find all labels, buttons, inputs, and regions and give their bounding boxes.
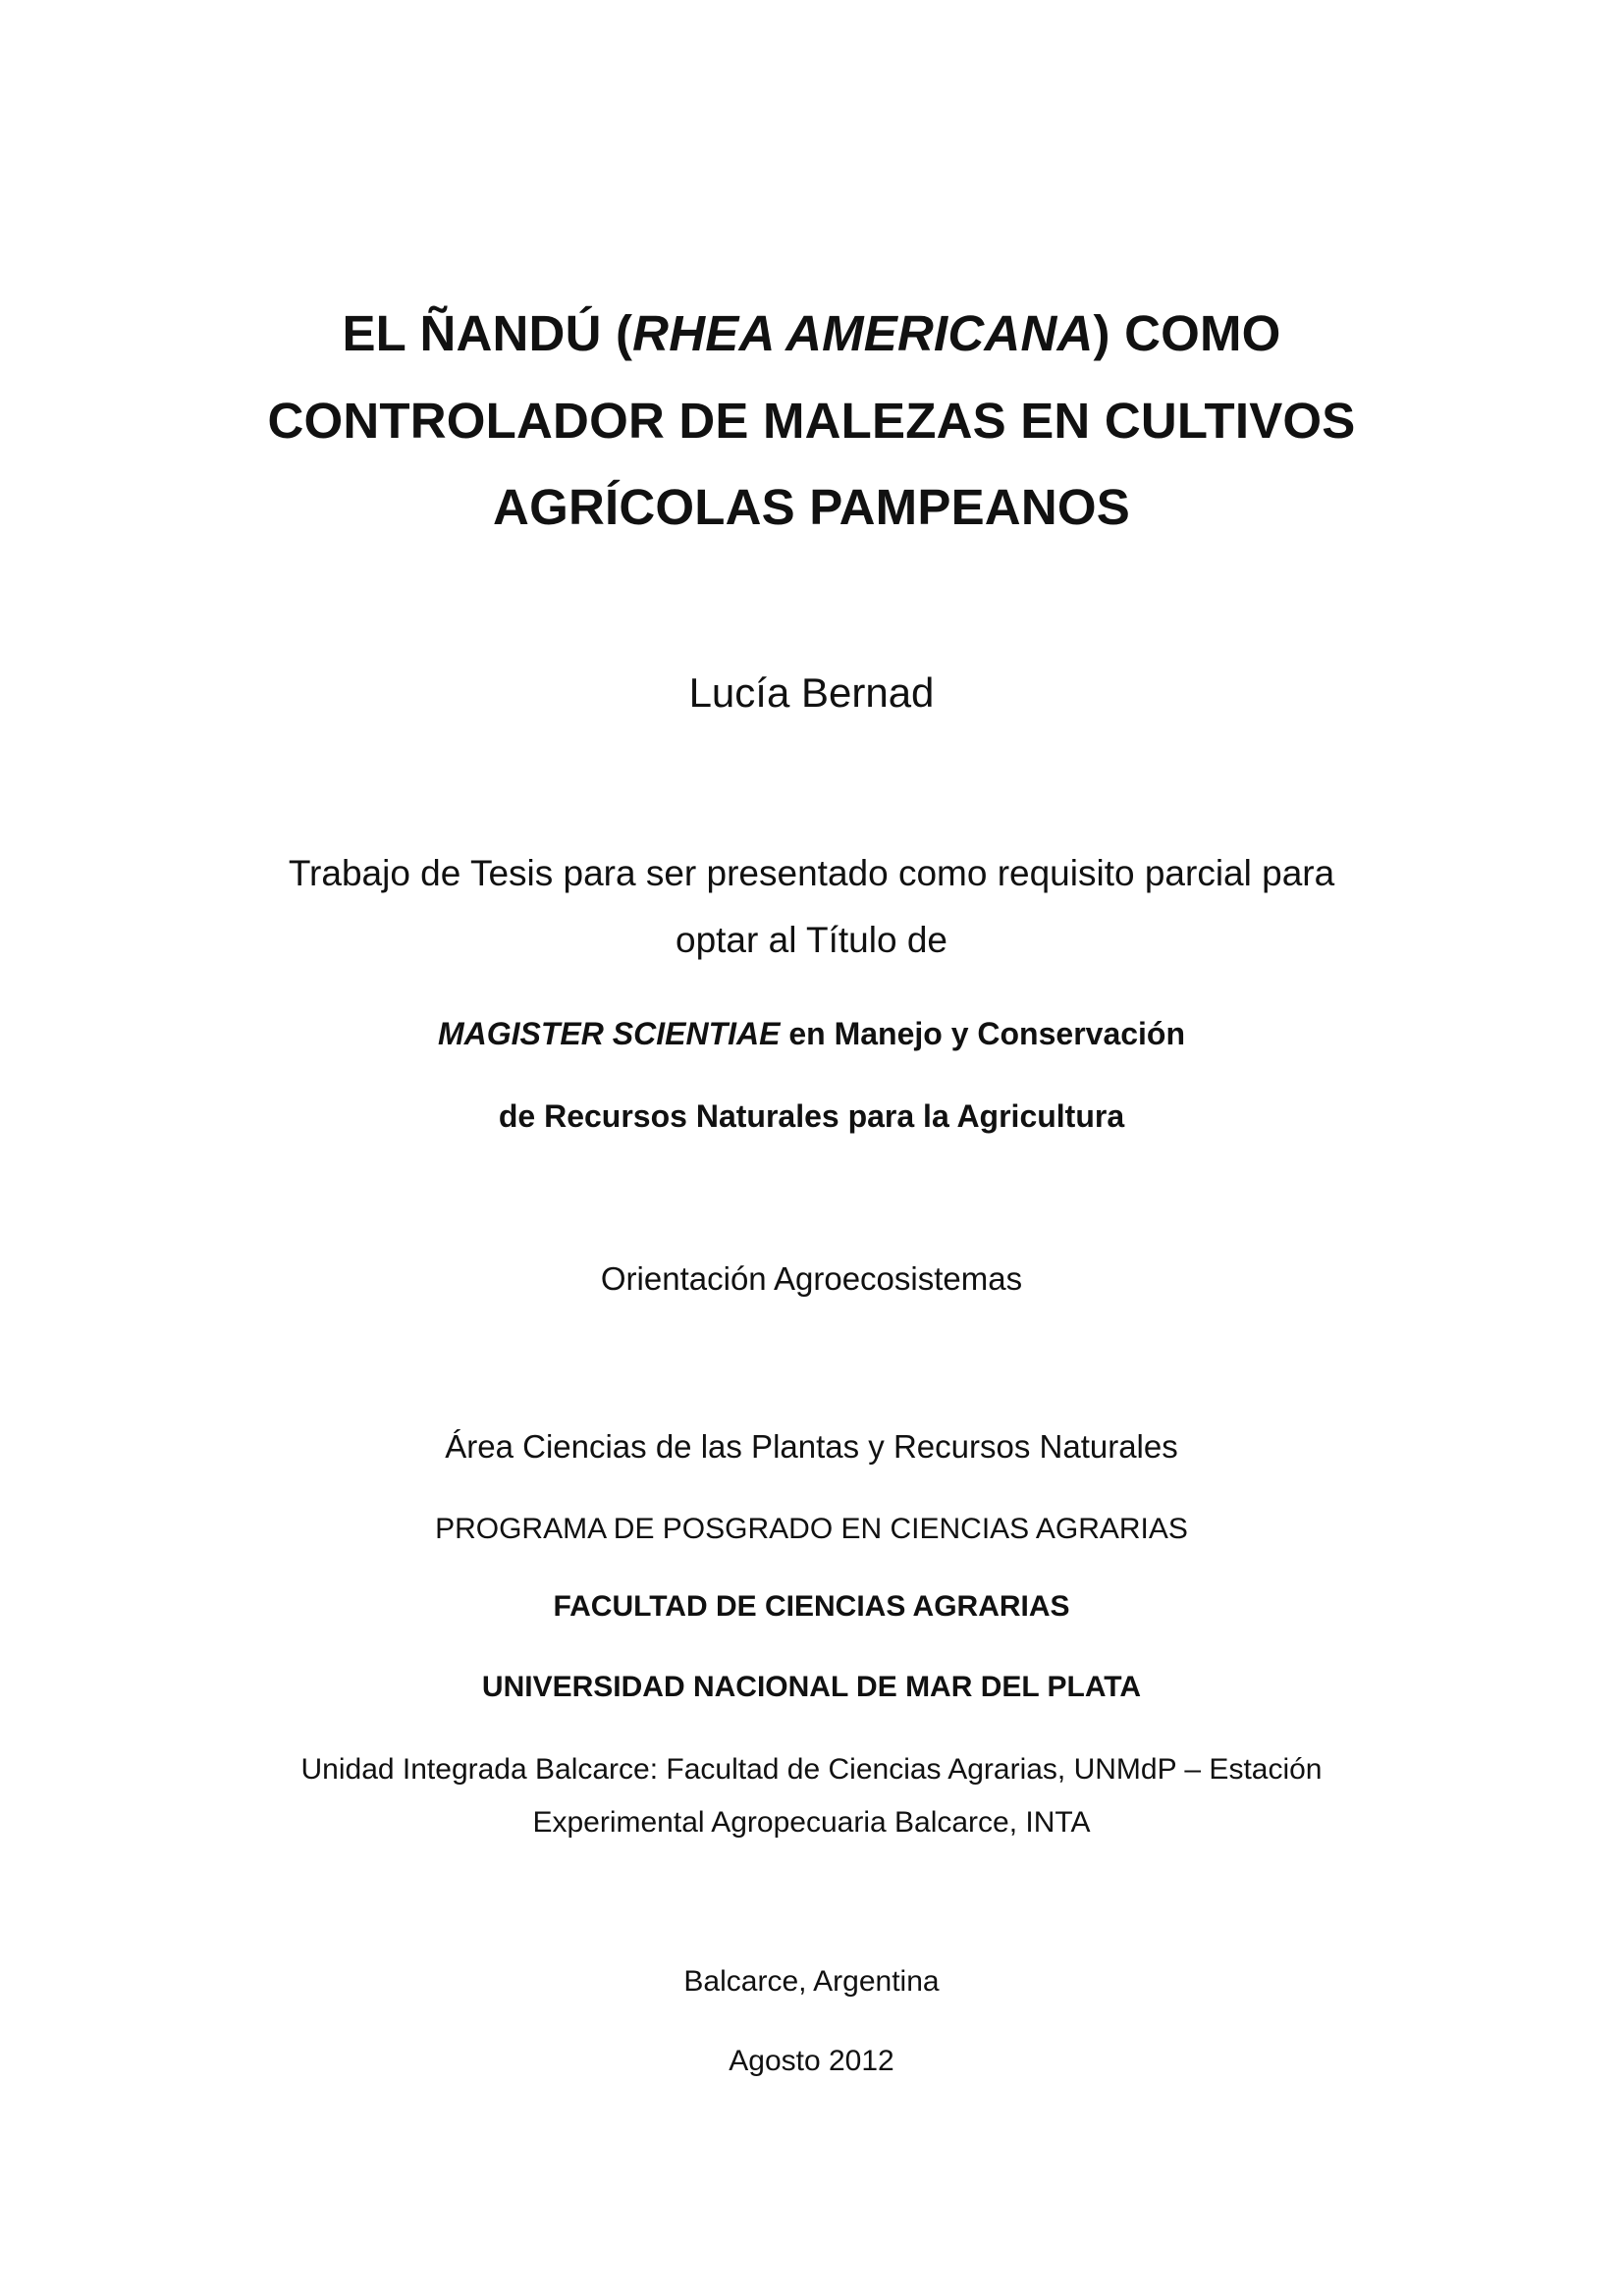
faculty: FACULTAD DE CIENCIAS AGRARIAS [553,1590,1070,1623]
title-line-1-prefix: EL ÑANDÚ ( [342,305,633,361]
orientation: Orientación Agroecosistemas [600,1260,1023,1297]
degree-line-2: de Recursos Naturales para la Agricultura [498,1098,1125,1134]
thesis-statement-line-2: optar al Título de [676,920,947,960]
university: UNIVERSIDAD NACIONAL DE MAR DEL PLATA [481,1671,1142,1703]
title-line-2: CONTROLADOR DE MALEZAS EN CULTIVOS [267,393,1356,449]
program: PROGRAMA DE POSGRADO EN CIENCIAS AGRARIAS [435,1513,1188,1545]
unit-line-1: Unidad Integrada Balcarce: Facultad de Ciencias Agrarias, UNMdP – Estación [300,1753,1323,1786]
degree-line-1 [0,1017,1623,1051]
degree-title-italic: MAGISTER SCIENTIAE [437,1016,781,1051]
unit-line-2: Experimental Agropecuaria Balcarce, INTA [532,1806,1091,1839]
author-name: Lucía Bernad [688,669,935,716]
degree-line-1-rest: en Manejo y Conservación [780,1016,1186,1051]
thesis-statement-line-1: Trabajo de Tesis para ser presentado como requisito parcial para [288,853,1335,893]
location: Balcarce, Argentina [683,1965,940,1998]
title-line-3: AGRÍCOLAS PAMPEANOS [493,479,1130,535]
title-species-name: RHEA AMERICANA [632,305,1094,361]
title-line-1 [0,306,1623,361]
date: Agosto 2012 [729,2045,894,2077]
title-line-1-suffix: ) COMO [1093,305,1281,361]
area: Área Ciencias de las Plantas y Recursos Naturales [445,1428,1178,1465]
